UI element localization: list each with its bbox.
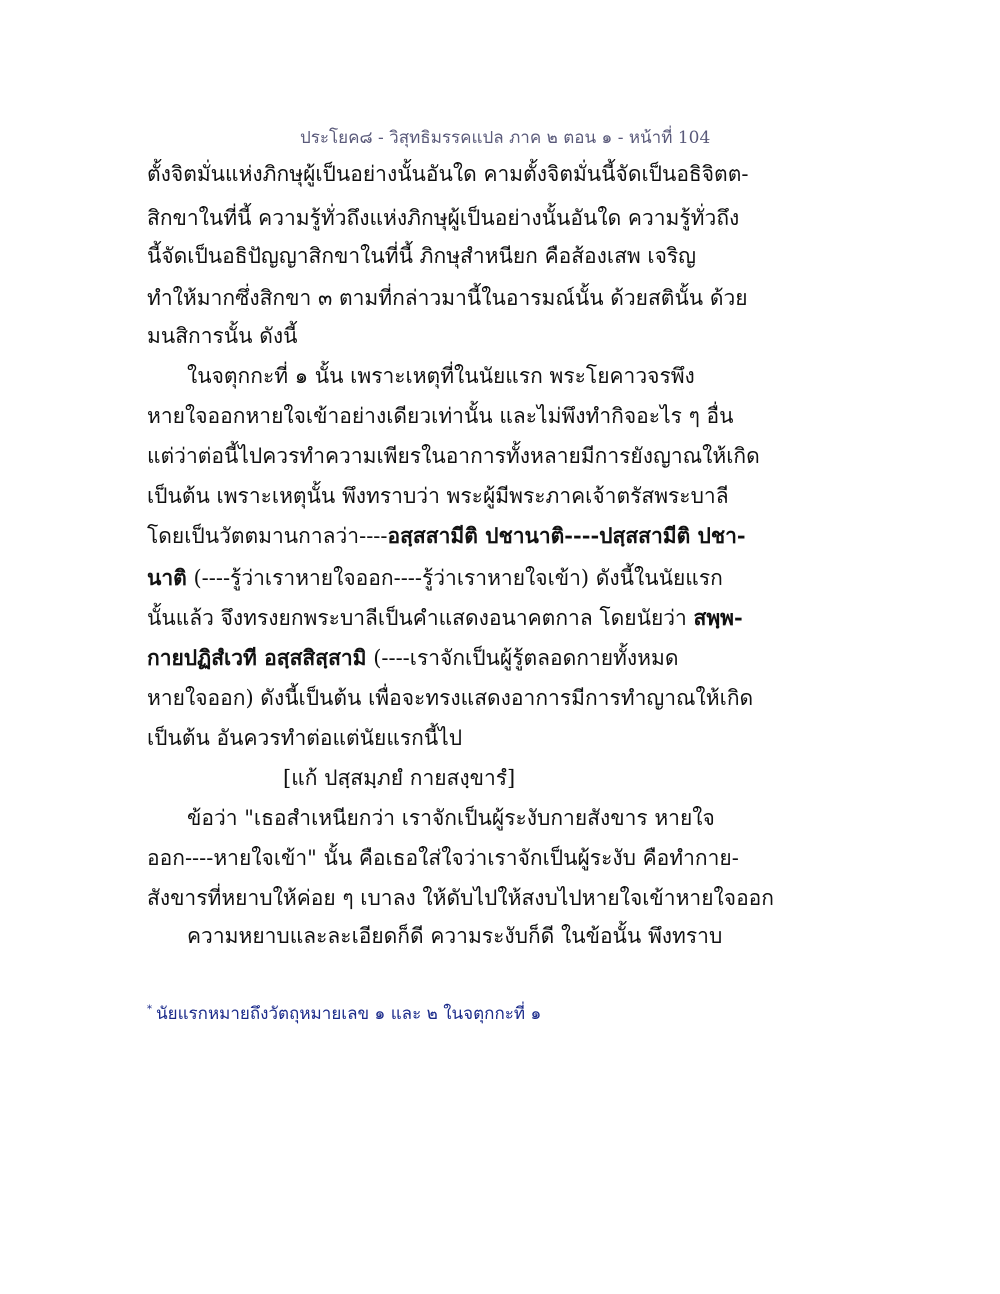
paragraph-start-line: ในจตุกกะที่ ๑ นั้น เพราะเหตุที่ในนัยแรก พระโยคาวจรพึง bbox=[187, 364, 695, 388]
text-line: มนสิการนั้น ดังนี้ bbox=[147, 324, 298, 348]
text-line: เป็นต้น อันควรทำต่อแต่นัยแรกนี้ไป bbox=[147, 726, 463, 750]
text-line: สังขารที่หยาบให้ค่อย ๆ เบาลง ให้ดับไปให้สงบไปหายใจเข้าหายใจออก bbox=[147, 886, 775, 910]
section-heading: [แก้ ปสฺสมฺภยํ กายสงฺขารํ] bbox=[283, 766, 516, 790]
pali-quote: สพฺพ- bbox=[693, 605, 743, 630]
text-line bbox=[147, 602, 743, 635]
paragraph-start-line: ความหยาบและละเอียดก็ดี ความระงับก็ดี ในข้อนั้น พึงทราบ bbox=[187, 924, 723, 948]
text-line: นี้จัดเป็นอธิปัญญาสิกขาในที่นี้ ภิกษุสำหนียก คือส้องเสพ เจริญ bbox=[147, 244, 697, 268]
text-segment: (----รู้ว่าเราหายใจออก----รู้ว่าเราหายใจเข้า) ดังนี้ในนัยแรก bbox=[186, 566, 723, 590]
text-line: หายใจออก) ดังนี้เป็นต้น เพื่อจะทรงแสดงอาการมีการทำญาณให้เกิด bbox=[147, 686, 754, 710]
footnote bbox=[147, 1000, 541, 1027]
running-header: ประโยค๘ - วิสุทธิมรรคแปล ภาค ๒ ตอน ๑ - หน้าที่ 104 bbox=[300, 128, 711, 148]
footnote-text: นัยแรกหมายถึงวัตถุหมายเลข ๑ และ ๒ ในจตุกกะที่ ๑ bbox=[156, 1004, 542, 1024]
footnote-marker: * bbox=[147, 1004, 152, 1016]
pali-quote: นาติ bbox=[147, 565, 187, 590]
text-line: ตั้งจิตมั่นแห่งภิกษุผู้เป็นอย่างนั้นอันใด คามตั้งจิตมั่นนี้จัดเป็นอธิจิตต- bbox=[147, 162, 749, 186]
text-line bbox=[147, 520, 746, 553]
text-line: แต่ว่าต่อนี้ไปควรทำความเพียรในอาการทั้งหลายมีการยังญาณให้เกิด bbox=[147, 444, 760, 468]
pali-quote: อสฺสสามีติ ปชานาติ----ปสฺสสามีติ ปชา- bbox=[387, 523, 746, 548]
pali-quote: กายปฏิสํเวที อสฺสสิสฺสามิ bbox=[147, 645, 367, 670]
text-line: เป็นต้น เพราะเหตุนั้น พึงทราบว่า พระผู้มีพระภาคเจ้าตรัสพระบาลี bbox=[147, 484, 729, 508]
text-segment: (----เราจักเป็นผู้รู้ตลอดกายทั้งหมด bbox=[366, 646, 679, 670]
text-segment: โดยเป็นวัตตมานกาลว่า---- bbox=[147, 524, 388, 548]
text-line: ทำให้มากซึ่งสิกขา ๓ ตามที่กล่าวมานี้ในอารมณ์นั้น ด้วยสตินั้น ด้วย bbox=[147, 286, 748, 310]
text-line bbox=[147, 642, 678, 675]
text-line: สิกขาในที่นี้ ความรู้ทั่วถึงแห่งภิกษุผู้เป็นอย่างนั้นอันใด ความรู้ทั่วถึง bbox=[147, 206, 740, 230]
text-line bbox=[147, 562, 723, 595]
text-line: หายใจออกหายใจเข้าอย่างเดียวเท่านั้น และไม่พึงทำกิจอะไร ๆ อื่น bbox=[147, 404, 734, 428]
paragraph-start-line: ข้อว่า "เธอสำเหนียกว่า เราจักเป็นผู้ระงับกายสังขาร หายใจ bbox=[187, 806, 715, 830]
text-segment: นั้นแล้ว จึงทรงยกพระบาลีเป็นคำแสดงอนาคตกาล โดยนัยว่า bbox=[147, 606, 694, 630]
text-line: ออก----หายใจเข้า" นั้น คือเธอใส่ใจว่าเราจักเป็นผู้ระงับ คือทำกาย- bbox=[147, 846, 739, 870]
